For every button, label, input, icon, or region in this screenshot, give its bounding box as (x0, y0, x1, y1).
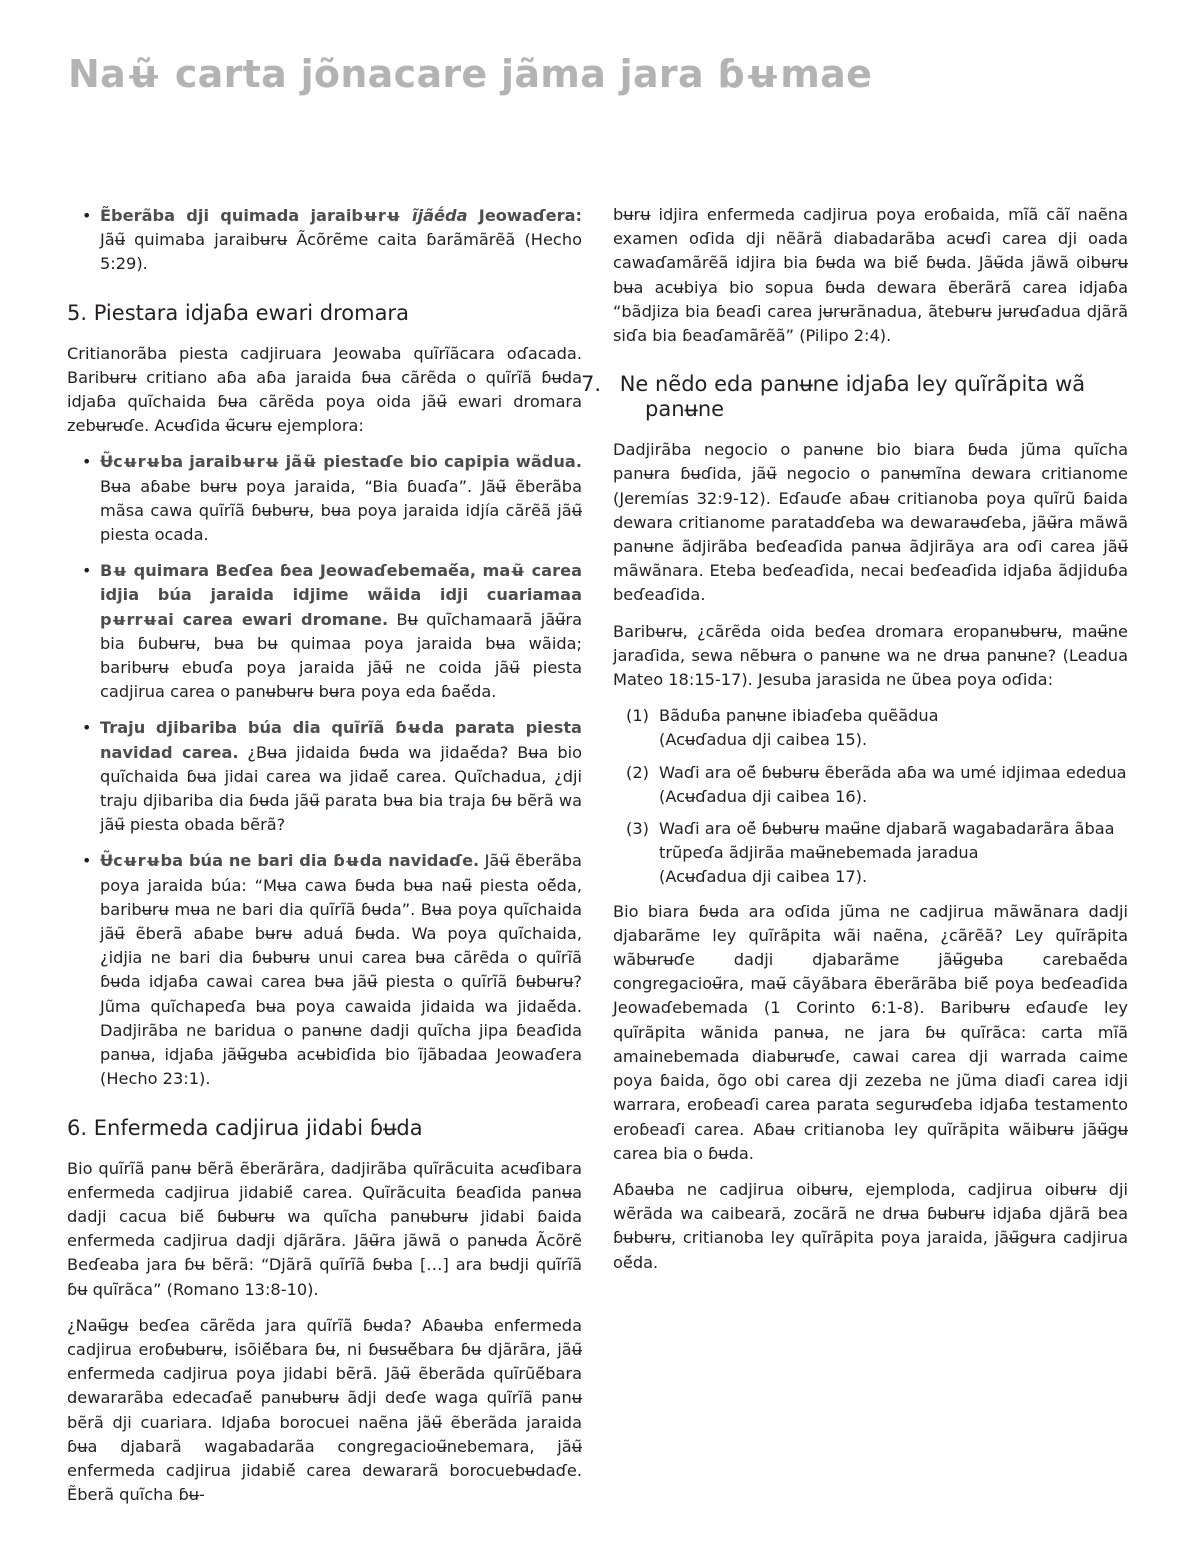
step-text: Bãduɓa panʉne ibiaɗeba quẽãdua (659, 706, 939, 726)
step-text: Waɗi ara oẽ́ ɓʉbʉrʉ ẽberãda aɓa wa umé idjimaa ededua (659, 762, 1127, 782)
step-item (613, 761, 1128, 809)
bullet-lead: Traju djibariba búa dia quĩrĩã ɓʉda parata piesta navidad carea. (100, 718, 582, 762)
step-item (613, 817, 1128, 890)
bullet-text: Jãʉ̃ quimaba jaraibʉrʉ Ãcõrẽme caita ɓarãmãrẽã (Hecho 5:29). (100, 230, 582, 274)
bullet-text: Jãʉ̃ ẽberãba poya jaraida búa: “Mʉa cawa ɓʉda bʉa naʉ̃ piesta oẽ́da, baribʉrʉ mʉa ne bari dia quĩrĩã ɓʉda”. Bʉa poya quĩchaida jãʉ̃ ẽberã aɓabe bʉrʉ aduá ɓʉda. Wa poya quĩchaida, ¿idjia ne bari dia ɓʉbʉrʉ unui carea bʉa cãrẽda o quĩrĩã ɓʉda idjaɓa cawai carea bʉa jãʉ̃ piesta o quĩrĩã ɓʉbʉrʉ? Jũma quĩchapeɗa bʉa poya cawaida jidaida wa jidaẽ́da. Dadjirãba ne baridua o panʉne dadji quĩcha jipa ɓeaɗida panʉa, idjaɓa jãʉ̃gʉba acʉbiɗida bio ı̃jãbadaa Jeowaɗera (Hecho 23:1). (100, 851, 582, 1089)
bullet-lead-end: Jeowaɗera: (467, 206, 582, 225)
step-number: (1) (626, 706, 649, 726)
paragraph: bʉrʉ idjira enfermeda cadjirua poya eroɓaida, mĩã cãĩ naẽna examen oɗida dji nẽãrã diabadarãba acʉɗi carea dji oada cawaɗamãrẽã idjira bia ɓʉda wa biẽ́ ɓʉda. Jãʉ̃da jãwã oibʉrʉ bʉa acʉbiya bio sopua ɓʉda dewara ẽberãrã carea idjaɓa “bãdjiza bia ɓeaɗi carea jʉrʉrãnadua, ãtebʉrʉ jʉrʉɗadua djãrã siɗa bia ɓeaɗamãrẽã” (Pilipo 2:4). (613, 205, 1128, 346)
bullet-text: Bʉa aɓabe bʉrʉ poya jaraida, “Bia ɓuaɗa”. Jãʉ̃ ẽberãba mãsa cawa quĩrĩã ɓʉbʉrʉ, bʉa poya jaraida idjía cãrẽã jãʉ̃ piesta ocada. (100, 476, 582, 545)
section-title: Ne nẽdo eda panʉne idjaɓa ley quĩrãpita wã panʉne (619, 372, 1086, 422)
step-item (613, 704, 1128, 752)
section-title: Piestara idjaɓa ewari dromara (93, 300, 409, 325)
bullet-item (67, 450, 582, 547)
step-reference: (Acʉɗadua dji caibea 17). (659, 867, 868, 887)
paragraph: Dadjirãba negocio o panʉne bio biara ɓʉda jũma quĩcha panʉra ɓʉɗida, jãʉ̃ negocio o panʉmĩna dewara critianome (Jeremías 32:9-12). Eɗauɗe aɓaʉ critianoba poya quĩrũ ɓaida dewara critianome paratadɗeba wa dewaraʉɗeba, jãʉ̃ra mãwã panʉne ãdjirãba beɗeaɗida panʉa ãdjirãya ara oɗi carea jãʉ̃ mãwãnara. Eteba beɗeaɗida, necai beɗeaɗida idjaɓa ãdjiduɓa beɗeaɗida. (613, 440, 1128, 605)
bullet-item (67, 559, 582, 704)
step-reference: (Acʉɗadua dji caibea 16). (659, 786, 868, 806)
section-title: Enfermeda cadjirua jidabi ɓʉda (93, 1115, 423, 1140)
bullet-text: ¿Bʉa jidaida ɓʉda wa jidaẽ́da? Bʉa bio quĩchaida ɓʉa jidai carea wa jidaẽ́ carea. Quĩchadua, ¿dji traju djibariba dia ɓʉda jãʉ̃ parata bʉa bia traja ɓʉ bẽrã wa jãʉ̃ piesta obada bẽrã? (100, 742, 583, 835)
section-heading-7: 7. Ne nẽdo eda panʉne idjaɓa ley quĩrãpita wã panʉne (581, 372, 1086, 422)
running-title: Naʉ̃ carta jõnacare jãma jara ɓʉmae (68, 52, 873, 96)
paragraph: Bio quĩrĩã panʉ bẽrã ẽberãrãra, dadjirãba quĩrãcuita acʉɗibara enfermeda cadjirua jidabiẽ́ carea. Quĩrãcuita ɓeaɗida panʉa dadji cacua biẽ́ ɓʉbʉrʉ wa quĩcha panʉbʉrʉ jidabi ɓaida enfermeda cadjirua dadji djãrãra. Jãʉ̃ra jãwã o panʉda Ãcõrẽ Beɗeaba jara ɓʉ bẽrã: “Djãrã quĩrĩã ɓʉba […] ara bʉdji quĩrĩã ɓʉ quĩrãca” (Romano 13:8-10). (67, 1158, 582, 1299)
paragraph: Bio biara ɓʉda ara oɗida jũma ne cadjirua mãwãnara dadji djabarãme ley quĩrãpita wãi naẽna, ¿cãrẽã? Ley quĩrãpita wãbʉrʉɗe dadji djabarãme jãʉ̃gʉba carebaẽ́da congregacioʉ̃ra, maʉ̃ cãyãbara ẽberãrãba biẽ́ poya beɗeaɗida Jeowaɗebemada (1 Corinto 6:1-8). Baribʉrʉ eɗauɗe ley quĩrãpita wãnida panʉa, ne jara ɓʉ quĩrãca: carta mĩã amainebemada diabʉrʉɗe, cawai carea dji warrada caime poya ɓaida, õgo obi carea dji zezeba ne jũma diaɗi carea idji warrara, eroɓeaɗi carea parata segurʉɗeba idjaɓa testamento eroɓeaɗi carea. Aɓaʉ critianoba ley quĩrãpita wãibʉrʉ jãʉ̃gʉ carea bia o ɓʉda. (613, 901, 1128, 1163)
bullet-item (67, 204, 582, 277)
bullet-lead: Ʉ̃cʉrʉba jaraibʉrʉ jãʉ̃ piestaɗe bio capipia wãdua. (100, 452, 582, 472)
paragraph: Critianorãba piesta cadjiruara Jeowaba quĩrĩãcara oɗacada. Baribʉrʉ critiano aɓa aɓa jaraida ɓʉa cãrẽda o quĩrĩã ɓʉda idjaɓa quĩchaida ɓʉa cãrẽda poya oida jãʉ̃ ewari dromara zebʉrʉɗe. Acʉɗida ʉ̃cʉrʉ ejemplora: (67, 343, 582, 436)
bullet-list-top (67, 204, 582, 277)
numbered-steps (613, 704, 1128, 889)
section-heading-6 (67, 1116, 582, 1141)
step-number: (2) (626, 762, 649, 782)
right-column (581, 203, 1128, 1287)
bullet-list-section5 (67, 450, 582, 1091)
step-reference: (Acʉɗadua dji caibea 15). (659, 730, 868, 750)
bullet-item (67, 716, 582, 837)
step-text: Waɗi ara oẽ́ ɓʉbʉrʉ maʉ̃ne djabarã wagabadarãra ãbaa trũpeɗa ãdjirãa maʉ̃nebemada jaradua (659, 819, 1115, 863)
bullet-lead-italic: ı̃jãḗda (412, 206, 468, 225)
bullet-lead: Ʉ̃cʉrʉba búa ne bari dia ɓʉda navidaɗe. (100, 851, 480, 871)
bullet-lead-text: Ẽberãba dji quimada jaraibʉrʉ (100, 206, 413, 225)
section-number: 6. (67, 1115, 88, 1140)
step-number: (3) (626, 819, 649, 839)
bullet-item (67, 849, 582, 1091)
section-number: 5. (67, 300, 88, 325)
section-heading-5 (67, 301, 582, 326)
bullet-lead: Bʉ quimara Beɗea ɓea Jeowaɗebemaẽ́a, maʉ̃ carea idjia búa jaraida idjime wãida idji cuariamaa pʉrrʉai carea ewari dromane. (100, 561, 582, 629)
paragraph: Aɓaʉba ne cadjirua oibʉrʉ, ejemploda, cadjirua oibʉrʉ dji wẽrãda wa caibeară, zocãrã ne drʉa ɓʉbʉrʉ idjaɓa djãrã bea ɓʉbʉrʉ, critianoba ley quĩrãpita poya jaraida, jãʉ̃gʉra cadjirua oẽ́da. (613, 1179, 1128, 1272)
left-column (67, 204, 582, 1519)
paragraph: Baribʉrʉ, ¿cãrẽda oida beɗea dromara eropanʉbʉrʉ, maʉ̃ne jaraɗida, sewa nẽbʉra o panʉne wa ne drʉa panʉne? (Leadua Mateo 18:15-17). Jesuba jarasida ne ũbea poya oɗida: (613, 621, 1128, 690)
bullet-lead (100, 206, 582, 225)
paragraph: ¿Naʉ̃gʉ beɗea cãrẽda jara quĩrĩã ɓʉda? Aɓaʉba enfermeda cadjirua eroɓʉbʉrʉ, isõiẽ́bara ɓʉ, ni ɓʉsʉẽ́bara ɓʉ djãrãra, jãʉ̃ enfermeda cadjirua poya jidabi bẽrã. Jãʉ̃ ẽberãda quĩrũẽ́bara dewararãba edecaɗaẽ́ panʉbʉrʉ ãdji deɗe waga quĩrĩã panʉ bẽrã dji cuariara. Idjaɓa borocuei naẽna jãʉ̃ ẽberãda jaraida ɓʉa djabarã wagabadarãa congregacioʉ̃nebemara, jãʉ̃ enfermeda cadjirua jidabiẽ́ carea dewararã borocuebʉdaɗe. Ẽberã quĩcha ɓʉ- (67, 1315, 582, 1505)
bullet-text: Bʉ quĩchamaarã jãʉ̃ra bia ɓubʉrʉ, bʉa bʉ quimaa poya jaraida bʉa wãida; baribʉrʉ ebuɗa poya jaraida jãʉ̃ ne coida jãʉ̃ piesta cadjirua carea o panʉbʉrʉ bʉra poya eda ɓaẽ́da. (100, 609, 582, 702)
